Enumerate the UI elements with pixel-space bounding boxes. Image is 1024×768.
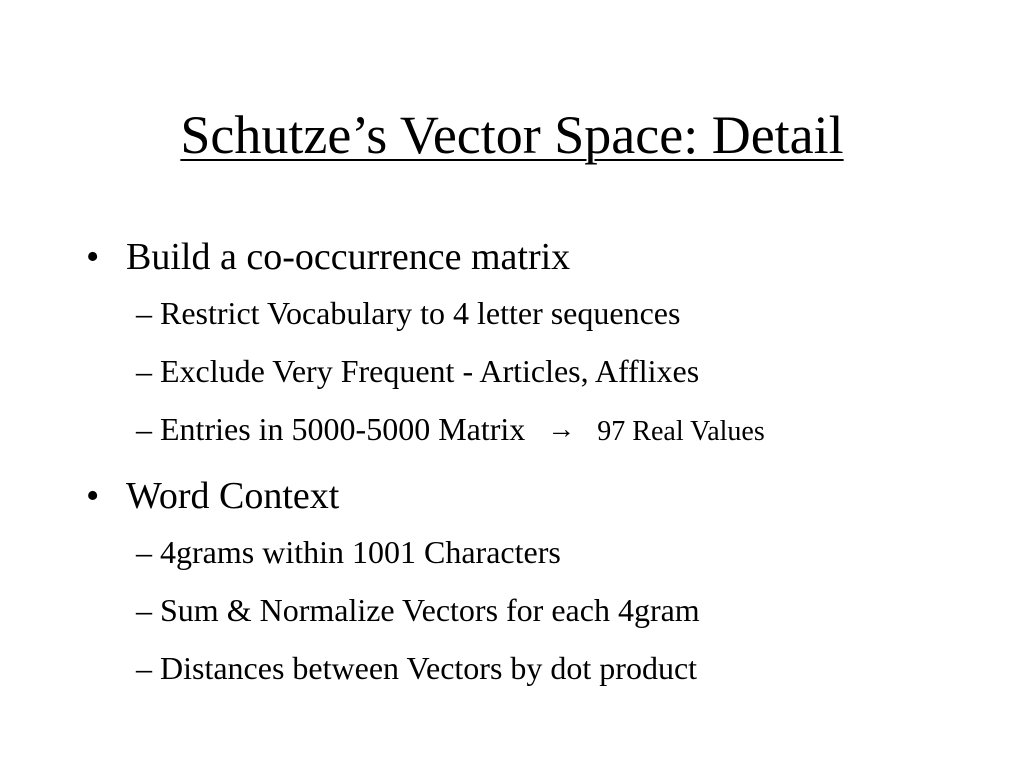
bullet-item: [86, 230, 986, 284]
slide-title-text: Schutze’s Vector Space: Detail: [180, 105, 844, 165]
sub-bullet-text: – Restrict Vocabulary to 4 letter sequences: [136, 295, 681, 331]
bullet-item: [86, 469, 986, 523]
sub-bullet-item: [86, 284, 986, 342]
sub-bullet-text: – Exclude Very Frequent - Articles, Afflixes: [136, 353, 700, 389]
sub-bullet-item: [86, 400, 986, 461]
arrow-note: 97 Real Values: [597, 416, 765, 447]
sub-bullet-text: – Sum & Normalize Vectors for each 4gram: [136, 592, 700, 628]
sub-bullet-item: [86, 342, 986, 400]
bullet-marker: •: [86, 475, 100, 517]
slide-content: [86, 230, 986, 697]
sub-bullet-text: – Distances between Vectors by dot product: [136, 650, 698, 686]
bullet-text: Word Context: [126, 475, 340, 517]
sub-bullet-text: – 4grams within 1001 Characters: [136, 534, 561, 570]
slide-title: [0, 100, 1024, 170]
sub-bullet-item: [86, 581, 986, 639]
bullet-marker: •: [86, 236, 100, 278]
right-arrow-icon: →: [547, 414, 576, 445]
sub-bullet-text: – Entries in 5000-5000 Matrix: [136, 411, 526, 447]
sub-bullet-item: [86, 523, 986, 581]
sub-bullet-item: [86, 639, 986, 697]
bullet-text: Build a co-occurrence matrix: [126, 236, 571, 278]
